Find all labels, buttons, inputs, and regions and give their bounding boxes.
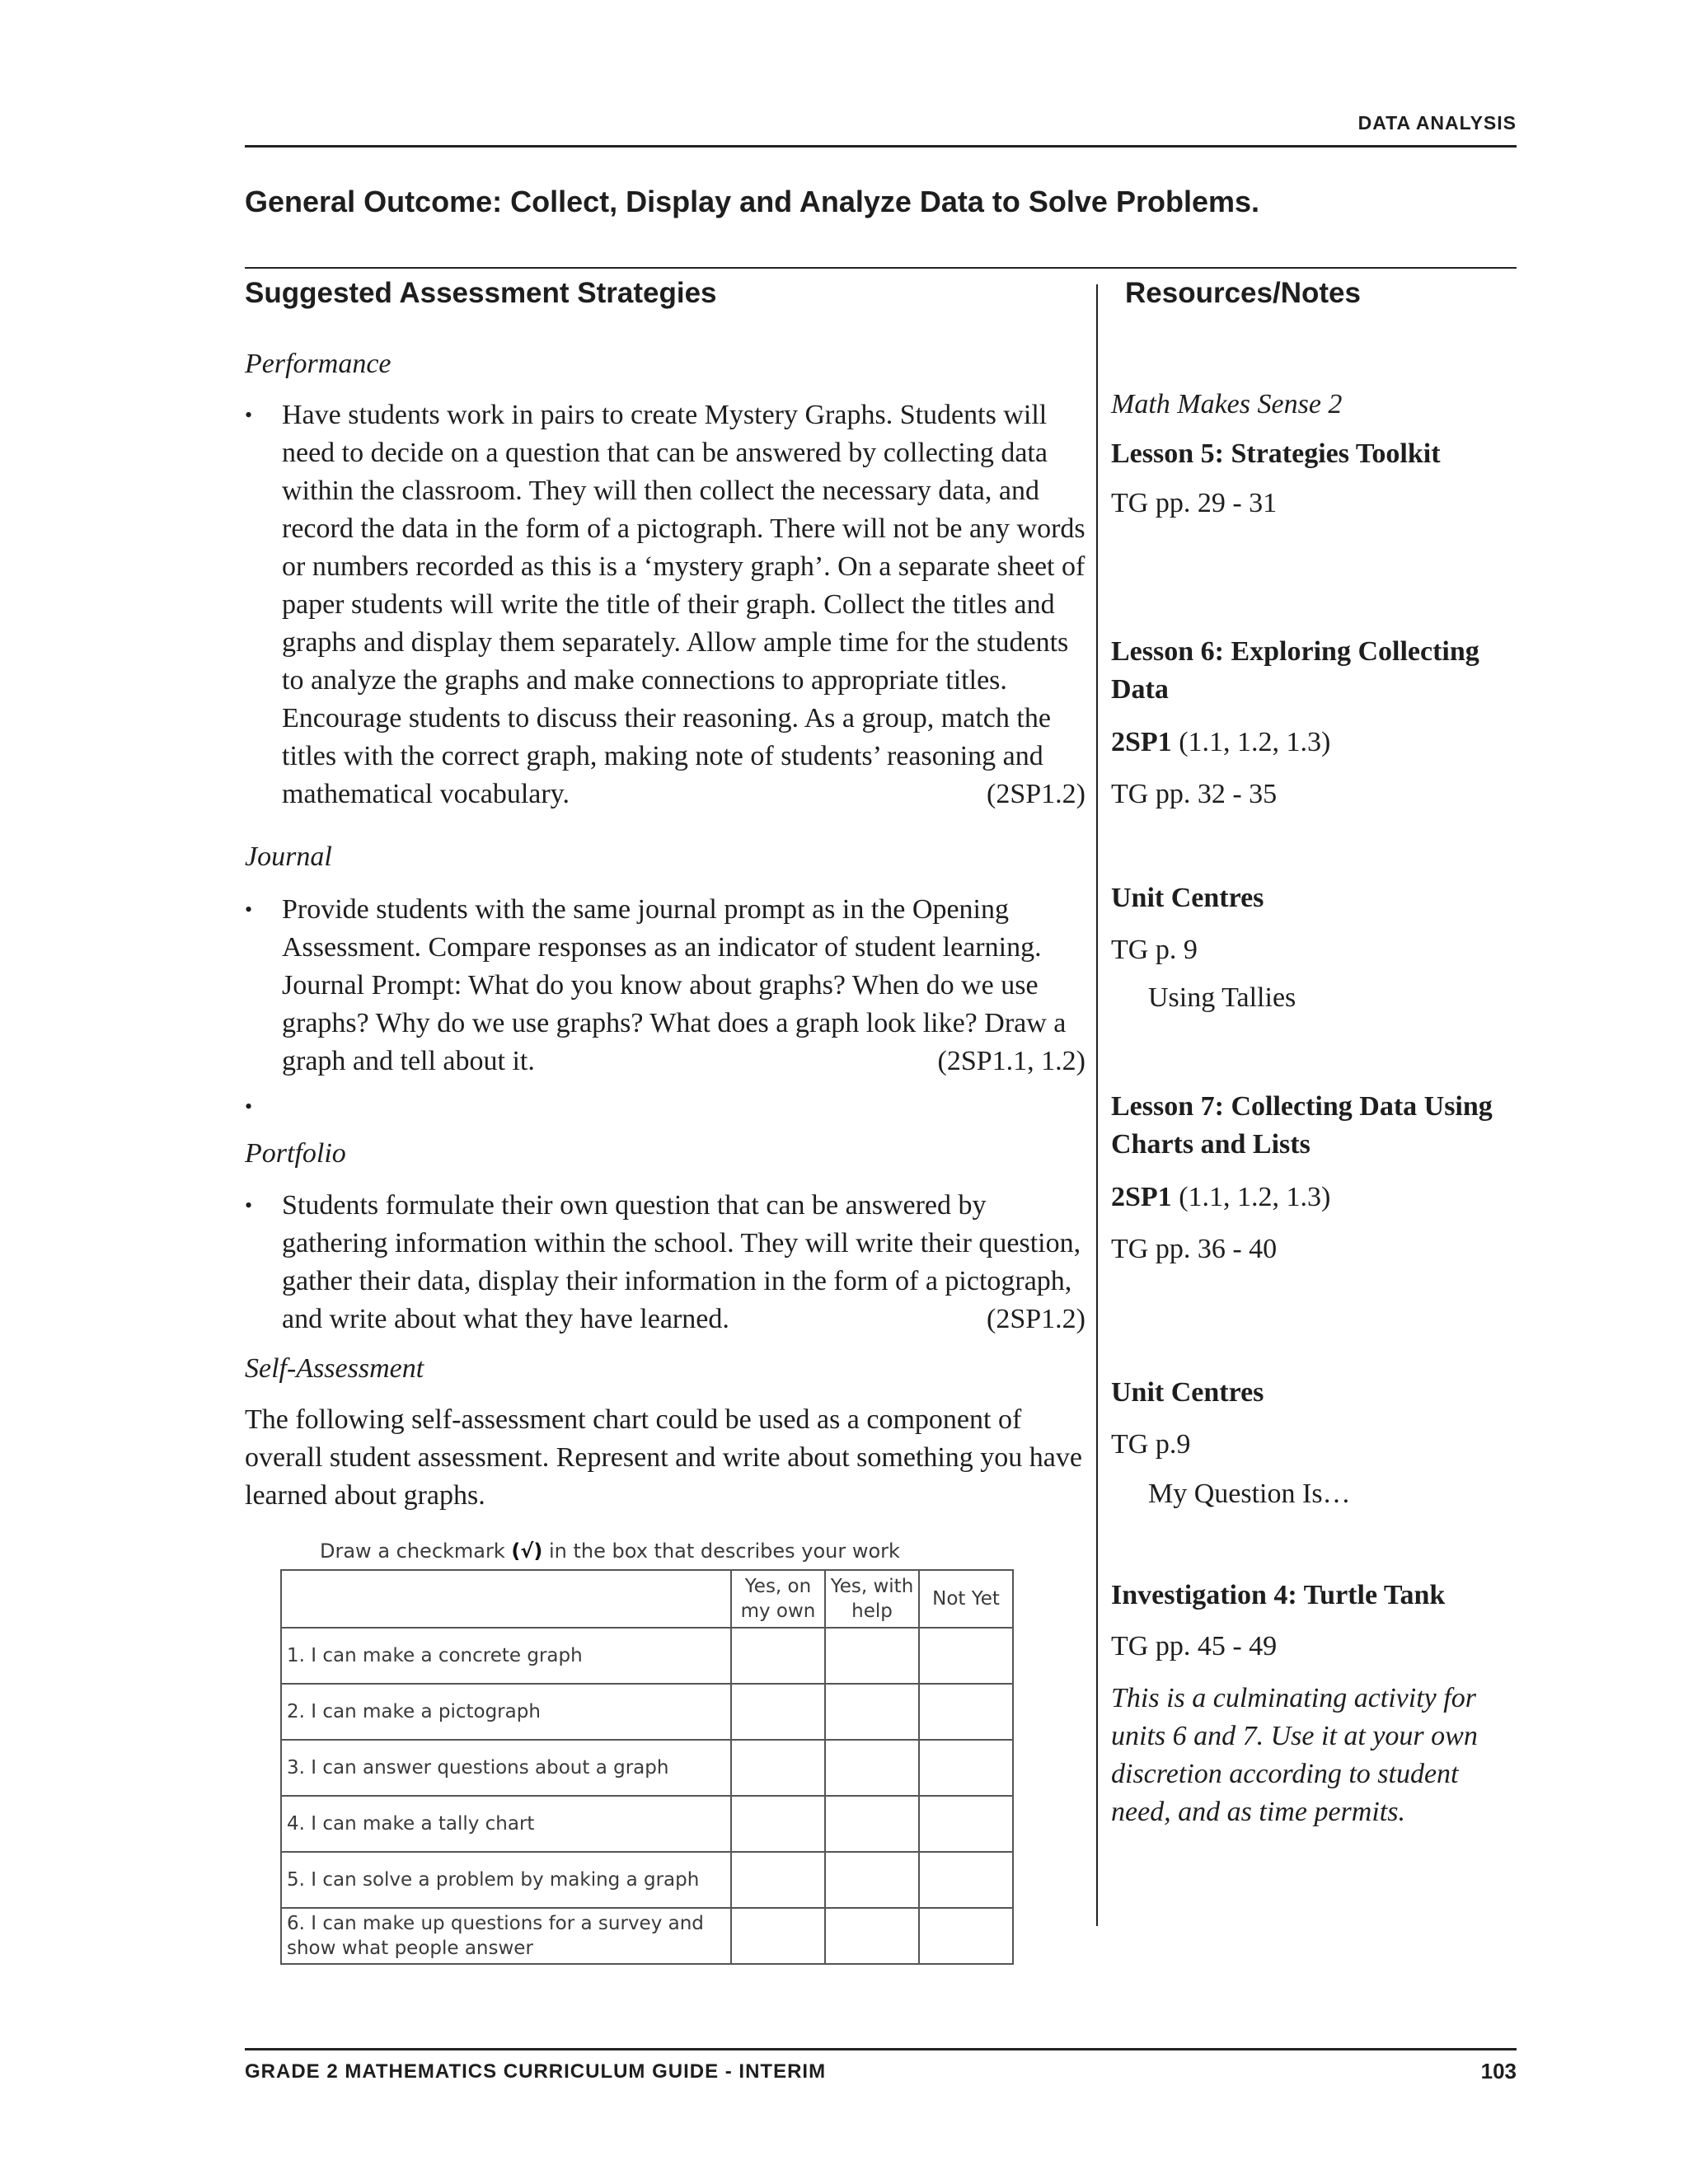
right-column-heading: Resources/Notes bbox=[1125, 277, 1361, 309]
row-label: 3. I can answer questions about a graph bbox=[281, 1740, 731, 1796]
self-assessment-text: The following self-assessment chart could be used as a component of overall student assessment. Represent and write about something you have learned about graphs. bbox=[245, 1404, 1082, 1511]
journal-heading: Journal bbox=[245, 841, 332, 872]
row-label: 5. I can solve a problem by making a graph bbox=[281, 1852, 731, 1908]
journal-bullet bbox=[245, 891, 1085, 1080]
check-box-cell[interactable] bbox=[731, 1908, 825, 1964]
check-box-cell[interactable] bbox=[825, 1628, 919, 1684]
check-box-cell[interactable] bbox=[919, 1908, 1013, 1964]
lesson7-title: Lesson 7: Collecting Data Using Charts and Lists bbox=[1111, 1091, 1493, 1160]
unit-centres-1-tg: TG p. 9 bbox=[1111, 935, 1198, 965]
investigation-note: This is a culminating activity for units 6 and 7. Use it at your own discretion according to student need, and as time permits. bbox=[1111, 1683, 1478, 1827]
journal-text: Provide students with the same journal prompt as in the Opening Assessment. Compare responses as an indicator of student learning. Journal Prompt: What do you know about graphs? When do we use graphs? Why do we use graphs? What does a graph look like? Draw a graph and tell about it. bbox=[282, 894, 1067, 1076]
lesson6-tg: TG pp. 32 - 35 bbox=[1111, 779, 1278, 809]
page-number: 103 bbox=[1480, 2059, 1517, 2083]
check-box-cell[interactable] bbox=[731, 1628, 825, 1684]
unit-centres-2-title: Unit Centres bbox=[1111, 1377, 1264, 1408]
column-header: Yes, with help bbox=[825, 1570, 919, 1628]
left-column-heading: Suggested Assessment Strategies bbox=[245, 277, 717, 309]
lesson6-outcome-code: 2SP1 bbox=[1111, 727, 1172, 757]
chart-table bbox=[280, 1569, 1014, 1965]
row-label: 4. I can make a tally chart bbox=[281, 1796, 731, 1852]
column-header: Not Yet bbox=[919, 1570, 1013, 1628]
unit-centres-2-activity: My Question Is… bbox=[1148, 1479, 1351, 1509]
self-assessment-chart bbox=[280, 1533, 1030, 1965]
table-row bbox=[281, 1628, 1013, 1684]
table-row bbox=[281, 1740, 1013, 1796]
column-divider bbox=[1096, 284, 1098, 1926]
performance-text: Have students work in pairs to create Mystery Graphs. Students will need to decide on a question that can be answered by collecting data within the classroom. They will then collect the necessary data, and record the data in the form of a pictograph. There will not be any words or numbers recorded as this is a ‘mystery graph’. On a separate sheet of paper students will write the title of their graph. Collect the titles and graphs and display them separately. Allow ample time for the students to analyze the graphs and make connections to appropriate titles. Encourage students to discuss their reasoning. As a group, match the titles with the correct graph, making note of students’ reasoning and mathematical vocabulary. bbox=[282, 400, 1085, 809]
performance-heading: Performance bbox=[245, 349, 392, 379]
check-box-cell[interactable] bbox=[825, 1796, 919, 1852]
footer-rule bbox=[245, 2048, 1517, 2050]
unit-centres-1-activity: Using Tallies bbox=[1148, 982, 1296, 1013]
section-tag: DATA ANALYSIS bbox=[1357, 112, 1517, 134]
lesson7-outcome-detail: (1.1, 1.2, 1.3) bbox=[1171, 1182, 1331, 1212]
check-box-cell[interactable] bbox=[731, 1684, 825, 1740]
table-row bbox=[281, 1684, 1013, 1740]
portfolio-text: Students formulate their own question that can be answered by gathering information within the school. They will write their question, gather their data, display their information in the form of a pictograph, and write about what they have learned. bbox=[282, 1190, 1081, 1334]
unit-centres-1-title: Unit Centres bbox=[1111, 883, 1264, 913]
lesson5-tg: TG pp. 29 - 31 bbox=[1111, 488, 1278, 518]
bullet-dot: • bbox=[245, 1193, 253, 1217]
chart-corner-cell bbox=[281, 1570, 731, 1628]
lesson7-outcome-code: 2SP1 bbox=[1111, 1182, 1172, 1212]
chart-header-row bbox=[281, 1570, 1013, 1628]
performance-bullet bbox=[245, 396, 1085, 813]
footer-title: GRADE 2 MATHEMATICS CURRICULUM GUIDE - INTERIM bbox=[245, 2060, 827, 2083]
row-label: 2. I can make a pictograph bbox=[281, 1684, 731, 1740]
portfolio-ref: (2SP1.2) bbox=[987, 1304, 1085, 1334]
investigation-title: Investigation 4: Turtle Tank bbox=[1111, 1580, 1446, 1610]
row-label: 1. I can make a concrete graph bbox=[281, 1628, 731, 1684]
row-label: 6. I can make up questions for a survey and show what people answer bbox=[281, 1908, 731, 1964]
lesson7-tg: TG pp. 36 - 40 bbox=[1111, 1234, 1278, 1264]
investigation-tg: TG pp. 45 - 49 bbox=[1111, 1631, 1278, 1661]
chart-instruction bbox=[320, 1533, 1030, 1569]
check-box-cell[interactable] bbox=[919, 1852, 1013, 1908]
journal-ref: (2SP1.1, 1.2) bbox=[937, 1046, 1085, 1076]
lesson6-outcome-detail: (1.1, 1.2, 1.3) bbox=[1171, 727, 1331, 757]
instruction-suffix: in the box that describes your work bbox=[549, 1540, 900, 1563]
check-box-cell[interactable] bbox=[825, 1852, 919, 1908]
check-box-cell[interactable] bbox=[825, 1908, 919, 1964]
lesson7-outcome bbox=[1111, 1179, 1523, 1216]
table-row bbox=[281, 1908, 1013, 1964]
check-box-cell[interactable] bbox=[731, 1796, 825, 1852]
resource-book-title: Math Makes Sense 2 bbox=[1111, 389, 1343, 419]
bullet-dot: • bbox=[245, 403, 253, 427]
lesson5-title: Lesson 5: Strategies Toolkit bbox=[1111, 438, 1441, 469]
general-outcome-title: General Outcome: Collect, Display and Analyze Data to Solve Problems. bbox=[245, 185, 1260, 218]
check-box-cell[interactable] bbox=[919, 1796, 1013, 1852]
portfolio-bullet bbox=[245, 1187, 1085, 1338]
check-box-cell[interactable] bbox=[919, 1740, 1013, 1796]
table-row bbox=[281, 1852, 1013, 1908]
checkmark-icon: (√) bbox=[511, 1540, 543, 1563]
section-rule bbox=[245, 267, 1517, 269]
lesson6-title: Lesson 6: Exploring Collecting Data bbox=[1111, 636, 1479, 705]
performance-ref: (2SP1.2) bbox=[987, 779, 1085, 809]
self-assessment-heading: Self-Assessment bbox=[245, 1353, 424, 1384]
instruction-prefix: Draw a checkmark bbox=[320, 1540, 505, 1563]
unit-centres-2-tg: TG p.9 bbox=[1111, 1429, 1191, 1460]
portfolio-heading: Portfolio bbox=[245, 1138, 346, 1169]
column-header: Yes, on my own bbox=[731, 1570, 825, 1628]
check-box-cell[interactable] bbox=[731, 1740, 825, 1796]
lesson6-outcome bbox=[1111, 724, 1523, 762]
bullet-dot: • bbox=[245, 898, 253, 921]
check-box-cell[interactable] bbox=[825, 1684, 919, 1740]
bullet-dot: • bbox=[245, 1094, 253, 1118]
check-box-cell[interactable] bbox=[731, 1852, 825, 1908]
check-box-cell[interactable] bbox=[825, 1740, 919, 1796]
header-rule bbox=[245, 145, 1517, 148]
table-row bbox=[281, 1796, 1013, 1852]
check-box-cell[interactable] bbox=[919, 1684, 1013, 1740]
check-box-cell[interactable] bbox=[919, 1628, 1013, 1684]
